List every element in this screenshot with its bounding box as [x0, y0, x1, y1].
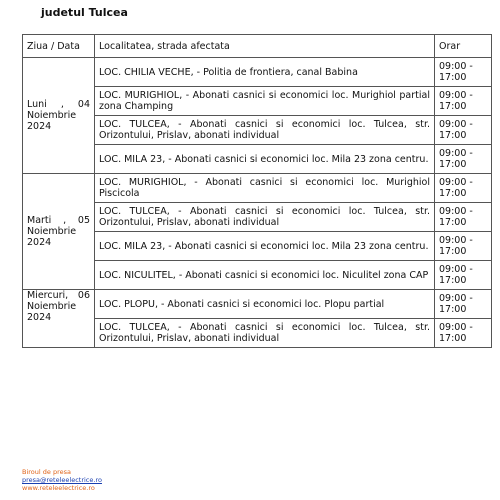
table-header-row — [23, 35, 492, 58]
press-office-label: Biroul de presa — [22, 468, 71, 476]
document-title: judetul Tulcea — [41, 6, 128, 19]
date-cell: Miercuri, 06 Noiembrie 2024 — [23, 290, 95, 348]
date-cell: Marti , 05 Noiembrie 2024 — [23, 174, 95, 290]
press-email-link[interactable]: presa@reteleelectrice.ro — [22, 476, 102, 484]
location-cell: LOC. MILA 23, - Abonati casnici si economici loc. Mila 23 zona centru. — [95, 232, 435, 261]
time-cell: 09:00 - 17:00 — [435, 232, 492, 261]
location-cell: LOC. TULCEA, - Abonati casnici si economici loc. Tulcea, str. Orizontului, Prislav, abonati individual — [95, 116, 435, 145]
location-cell: LOC. TULCEA, - Abonati casnici si economici loc. Tulcea, str. Orizontului, Prislav, abonati individual — [95, 319, 435, 348]
header-date: Ziua / Data — [23, 35, 95, 58]
time-cell: 09:00 - 17:00 — [435, 261, 492, 290]
date-cell: Luni , 04 Noiembrie 2024 — [23, 58, 95, 174]
time-cell: 09:00 - 17:00 — [435, 203, 492, 232]
time-cell: 09:00 - 17:00 — [435, 116, 492, 145]
time-cell: 09:00 - 17:00 — [435, 319, 492, 348]
header-location: Localitatea, strada afectata — [95, 35, 435, 58]
location-cell: LOC. NICULITEL, - Abonati casnici si economici loc. Niculitel zona CAP — [95, 261, 435, 290]
location-cell: LOC. CHILIA VECHE, - Politia de frontiera, canal Babina — [95, 58, 435, 87]
time-cell: 09:00 - 17:00 — [435, 58, 492, 87]
location-cell: LOC. PLOPU, - Abonati casnici si economici loc. Plopu partial — [95, 290, 435, 319]
website-link[interactable]: www.reteleelectrice.ro — [22, 484, 95, 492]
table-row — [23, 174, 492, 203]
press-footer — [22, 468, 102, 492]
time-cell: 09:00 - 17:00 — [435, 290, 492, 319]
location-cell: LOC. TULCEA, - Abonati casnici si economici loc. Tulcea, str. Orizontului, Prislav, abonati individual — [95, 203, 435, 232]
table-row — [23, 58, 492, 87]
header-time: Orar — [435, 35, 492, 58]
location-cell: LOC. MURIGHIOL, - Abonati casnici si economici loc. Murighiol Piscicola — [95, 174, 435, 203]
table-row — [23, 290, 492, 319]
time-cell: 09:00 - 17:00 — [435, 174, 492, 203]
time-cell: 09:00 - 17:00 — [435, 87, 492, 116]
location-cell: LOC. MURIGHIOL, - Abonati casnici si economici loc. Murighiol partial zona Champing — [95, 87, 435, 116]
location-cell: LOC. MILA 23, - Abonati casnici si economici loc. Mila 23 zona centru. — [95, 145, 435, 174]
time-cell: 09:00 - 17:00 — [435, 145, 492, 174]
outage-table — [22, 34, 492, 348]
